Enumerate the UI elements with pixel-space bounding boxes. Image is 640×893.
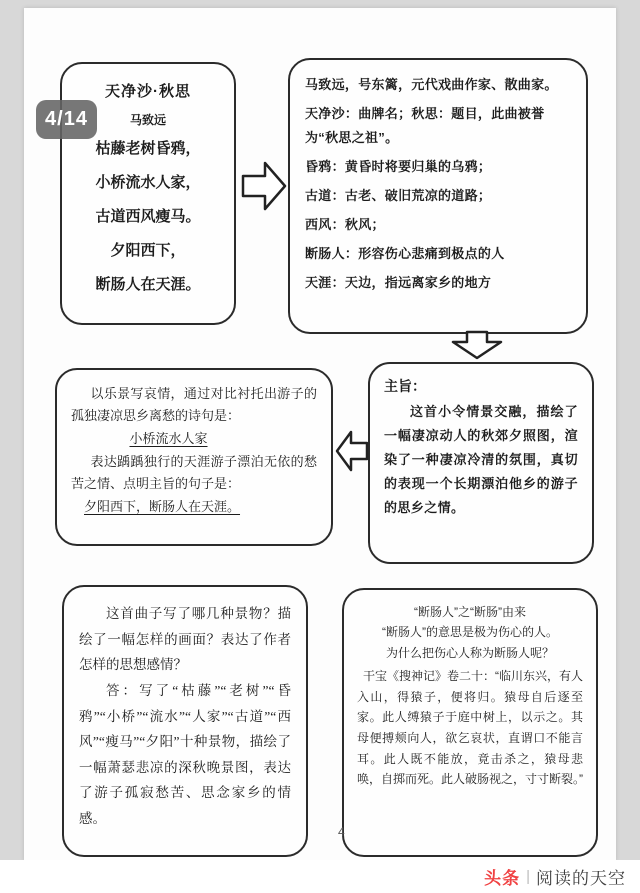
poem-line: 枯藤老树昏鸦， xyxy=(95,141,201,157)
poem-lines xyxy=(62,132,234,302)
arrow-left-icon xyxy=(335,429,369,478)
story-line-1: “断肠人”的意思是极为伤心的人。 xyxy=(382,625,558,640)
analysis-intro-2: 表达踽踽独行的天涯游子漂泊无依的愁苦之情、点明主旨的句子是： xyxy=(71,453,317,491)
analysis-intro-1: 以乐景写哀情，通过对比衬托出游子的孤独凄凉思乡离愁的诗句是： xyxy=(71,386,317,424)
watermark-bar xyxy=(0,860,640,893)
annotation-line: 西风：秋风； xyxy=(305,217,385,233)
poem-line: 断肠人在天涯。 xyxy=(95,277,201,293)
annotations-card xyxy=(288,58,588,334)
annotation-line: 断肠人：形容伤心悲痛到极点的人 xyxy=(305,246,505,262)
story-title: “断肠人”之“断肠”由来 xyxy=(414,605,526,619)
poem-author: 马致远 xyxy=(129,113,166,127)
annotation-line: 古道：古老、破旧荒凉的道路； xyxy=(305,188,492,204)
annotation-line: 天涯：天边，指远离家乡的地方 xyxy=(305,275,492,291)
poem-line: 夕阳西下， xyxy=(110,243,186,259)
page-number: 4 xyxy=(338,825,345,839)
poem-title: 天净沙·秋思 xyxy=(105,83,191,100)
annotation-line: 昏鸦：黄昏时将要归巢的乌鸦； xyxy=(305,159,492,175)
story-body: 干宝《搜神记》卷二十：“临川东兴，有人入山，得猿子，便将归。猿母自后逐至家。此人缚猿子于庭中树上，以示之。其母便搏颊向人，欲乞哀状，直谓口不能言耳。此人既不能放，竟击杀之，猿母悲唤，自掷而死。此人破肠视之，寸寸断裂。” xyxy=(357,669,583,787)
poem-line: 古道西风瘦马。 xyxy=(95,209,201,225)
arrow-right-icon xyxy=(241,160,287,217)
analysis-quote-1: 小桥流水人家 xyxy=(129,431,208,447)
watermark-account: 阅读的天空 xyxy=(536,869,626,888)
story-line-2: 为什么把伤心人称为断肠人呢？ xyxy=(385,645,554,660)
duanchang-story-card xyxy=(342,588,598,857)
quote-analysis-card xyxy=(55,368,333,546)
document-page xyxy=(24,8,616,861)
watermark-separator: | xyxy=(526,868,530,885)
theme-card xyxy=(368,362,594,564)
answer-text: 答：写了“枯藤”“老树”“昏鸦”“小桥”“流水”“人家”“古道”“西风”“瘦马”“夕阳”十种景物，描绘了一幅萧瑟悲凉的深秋晚景图，表达了游子孤寂愁苦、思念家乡的情感。 xyxy=(79,682,291,827)
annotation-line: 马致远，号东篱，元代戏曲作家、散曲家。 xyxy=(305,77,558,92)
poem-line: 小桥流水人家， xyxy=(95,175,201,191)
theme-body: 这首小令情景交融，描绘了一幅凄凉动人的秋郊夕照图，渲染了一种凄凉冷清的氛围，真切的表现一个长期漂泊他乡的游子的思乡之情。 xyxy=(384,404,578,516)
theme-title: 主旨： xyxy=(384,378,426,394)
toutiao-logo: 头条 xyxy=(484,869,521,888)
analysis-quote-2: 夕阳西下，断肠人在天涯。 xyxy=(84,498,241,514)
question-text: 这首曲子写了哪几种景物？描绘了一幅怎样的画面？表达了作者怎样的思想感情？ xyxy=(79,606,291,673)
arrow-down-icon xyxy=(451,330,503,365)
imagery-question-card xyxy=(62,585,308,857)
annotation-line: 天净沙：曲牌名；秋思：题目，此曲被誉为“秋思之祖”。 xyxy=(305,106,545,146)
page-indicator-badge: 4/14 xyxy=(36,100,97,139)
